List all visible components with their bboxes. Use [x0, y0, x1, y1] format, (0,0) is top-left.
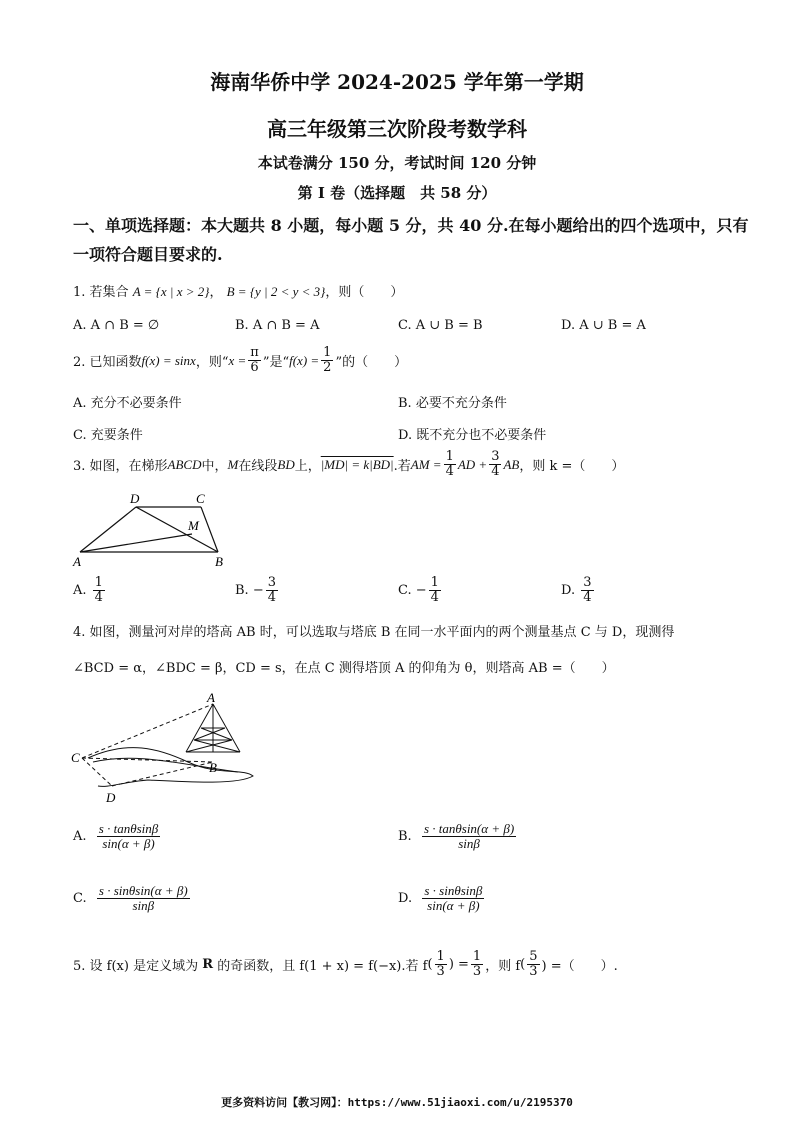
diagonal-db	[136, 507, 218, 552]
question-5: 5. 设 f(x) 是定义域为 R 的奇函数，且 f(1 + x) = f(−x).若 f ( $\frac{1}{3}$ ) = $\frac{1}{3}$ ，则 f ( $\frac{5}{3}$ ) =（ ）.	[73, 949, 618, 980]
exam-title: 海南华侨中学 2024-2025 学年第一学期	[210, 70, 584, 94]
q5-frac-a: $\frac{1}{3}$	[436, 949, 445, 980]
q5-tail: ) =（ ）.	[541, 959, 618, 975]
q1-option-d: D. A ∪ B = A	[561, 318, 646, 333]
river-bank	[88, 748, 253, 787]
section-heading-line1: 一、单项选择题：本大题共 8 小题，每小题 5 分，共 40 分.在每小题给出的四个选项中，只有	[73, 216, 749, 235]
q2-option-d: D. 既不充分也不必要条件	[398, 428, 547, 443]
q2-tail: ”的（ ）	[335, 355, 408, 371]
q3-lead: 3. 如图，在梯形	[73, 459, 168, 475]
q4-option-d: D. $\frac{s \cdot \sin\theta\sin\beta}{\sin(\alpha + \beta)}$	[398, 883, 483, 914]
q4-option-a: A. $\frac{s \cdot \tan\theta\sin\beta}{\sin(\alpha + \beta)}$	[73, 821, 159, 852]
label-d: D	[130, 491, 140, 506]
question-2	[73, 346, 407, 376]
q2-one-half: $\frac{1}{2}$	[323, 345, 332, 376]
q3-mid3: 上，	[294, 459, 321, 475]
q1-option-a: A. A ∩ B = ∅	[73, 318, 160, 333]
label-b: B	[209, 760, 217, 775]
q3-condition: |MD| = k|BD|	[320, 456, 394, 472]
q3-mid4: .若	[393, 459, 411, 475]
footer-link[interactable]: 更多资料访问【教习网】：https://www.51jiaoxi.com/u/2195370	[221, 1096, 573, 1109]
label-a: A	[207, 690, 215, 705]
q5-mid: 的奇函数，且 f(1 + x) = f(−x).若 f	[217, 959, 428, 975]
q2-cond2-left: f(x) =	[289, 352, 320, 368]
line-cd	[82, 758, 112, 786]
q2-option-c: C. 充要条件	[73, 428, 143, 443]
question-4-line2: ∠BCD = α，∠BDC = β，CD = s，在点 C 测得塔顶 A 的仰角为 θ，则塔高 AB =（ ）	[73, 661, 615, 676]
q3-option-b: B. − $\frac{3}{4}$	[235, 575, 277, 606]
q5-mid2: ，则 f	[485, 959, 521, 975]
q3-bd: BD	[277, 456, 295, 472]
segment-am	[80, 534, 192, 552]
tower-figure	[68, 690, 268, 808]
label-a: A	[73, 554, 81, 569]
q2-option-a: A. 充分不必要条件	[73, 396, 182, 411]
q3-option-a: A. $\frac{1}{4}$	[73, 575, 103, 606]
edge-cb	[201, 507, 218, 552]
q4-option-b: B. $\frac{s \cdot \tan\theta\sin(\alpha + \beta)}{\sin\beta}$	[398, 821, 515, 852]
q1-set-b: B = {y | 2 < y < 3}	[226, 284, 326, 299]
q3-option-c: C. − $\frac{1}{4}$	[398, 575, 439, 606]
q3-frac-2: $\frac{3}{4}$	[491, 449, 500, 480]
label-d: D	[106, 790, 116, 805]
label-m: M	[188, 518, 199, 533]
label-c: C	[196, 491, 205, 506]
q3-tail: ，则 k =（ ）	[519, 459, 625, 475]
q2-cond-left: x =	[228, 352, 247, 368]
section-heading-line2: 一项符合题目要求的.	[73, 245, 223, 264]
q3-frac-1: $\frac{1}{4}$	[445, 449, 454, 480]
q2-mid2: ”是“	[262, 355, 290, 371]
question-1	[73, 281, 403, 300]
q5-lead: 5. 设 f(x) 是定义域为	[73, 959, 199, 975]
q2-option-b: B. 必要不充分条件	[398, 396, 507, 411]
q3-m: M	[227, 456, 239, 472]
exam-subtitle: 高三年级第三次阶段考数学科	[267, 117, 527, 141]
question-4-line1: 4. 如图，测量河对岸的塔高 AB 时，可以选取与塔底 B 在同一水平面内的两个测量基点 C 与 D，现测得	[73, 625, 675, 640]
q3-option-d: D. $\frac{3}{4}$	[561, 575, 592, 606]
tower-brace	[194, 740, 240, 752]
trapezoid-figure	[70, 488, 240, 570]
q1-option-c: C. A ∪ B = B	[398, 318, 483, 333]
edge-ad	[80, 507, 136, 552]
exam-info: 本试卷满分 150 分，考试时间 120 分钟	[257, 154, 537, 172]
q3-ab: AB	[503, 456, 520, 472]
question-3	[73, 450, 624, 480]
q2-lead: 2. 已知函数	[73, 355, 142, 371]
tower-brace	[186, 740, 232, 752]
q5-frac-b: $\frac{1}{3}$	[472, 949, 482, 980]
q3-am: AM =	[410, 456, 442, 472]
q3-mid2: 在线段	[238, 459, 278, 475]
q1-option-b: B. A ∩ B = A	[235, 318, 320, 333]
q3-mid: 中，	[201, 459, 228, 475]
q5-frac-c: $\frac{5}{3}$	[529, 949, 538, 980]
volume-heading: 第 I 卷（选择题 共 58 分）	[297, 184, 497, 202]
q4-option-c: C. $\frac{s \cdot \sin\theta\sin(\alpha + \beta)}{\sin\beta}$	[73, 883, 188, 914]
q5-r: R	[202, 957, 214, 973]
q1-tail: ，则（ ）	[325, 285, 404, 300]
q1-set-a: A = {x | x > 2}	[132, 284, 210, 299]
q1-comma: ，	[209, 285, 223, 300]
label-b: B	[215, 554, 223, 569]
q2-func: f(x) = sinx	[141, 352, 196, 368]
q2-mid1: ，则“	[195, 355, 229, 371]
q3-abcd: ABCD	[167, 456, 202, 472]
q1-number: 1. 若集合	[73, 285, 129, 300]
q2-pi-over-6: $\frac{\pi}{6}$	[250, 345, 259, 376]
q3-ad: AD +	[457, 456, 488, 472]
q5-eq: ) =	[448, 957, 469, 973]
label-c: C	[71, 750, 80, 765]
